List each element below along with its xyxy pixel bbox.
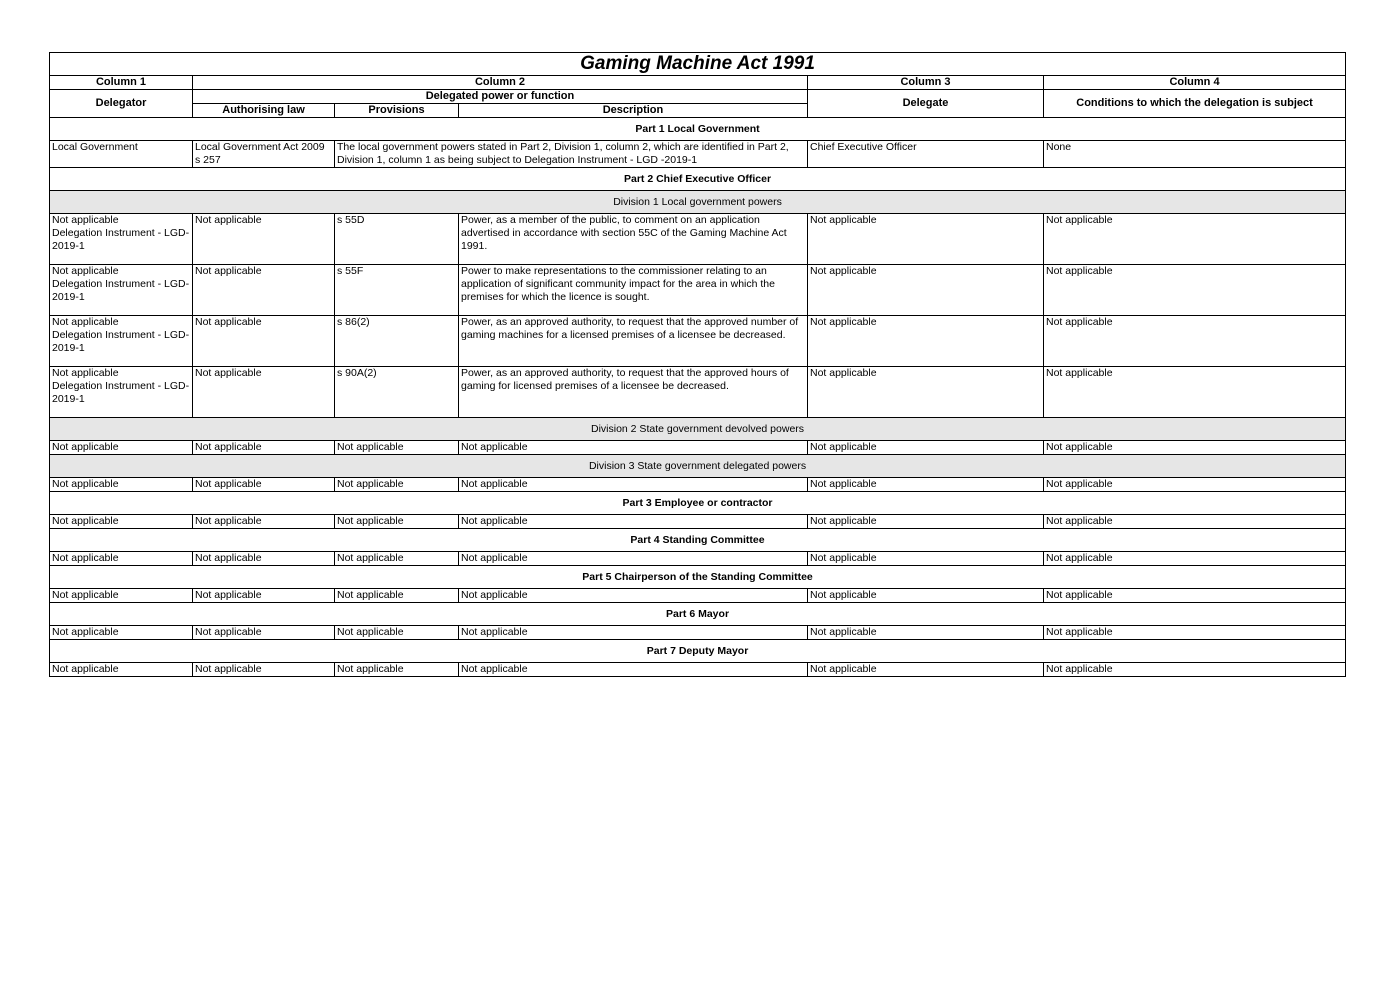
part-heading: Part 2 Chief Executive Officer	[50, 168, 1346, 191]
description-cell: Power, as an approved authority, to request that the approved number of gaming machines for a licensed premises of a licensee be decreased.	[459, 316, 808, 367]
part-heading: Part 6 Mayor	[50, 603, 1346, 626]
part6-heading-row	[50, 603, 1346, 626]
na-cell: Not applicable	[50, 663, 193, 677]
na-cell: Not applicable	[459, 552, 808, 566]
delegate-cell: Chief Executive Officer	[808, 141, 1044, 168]
header-delegate: Delegate	[808, 90, 1044, 118]
na-cell: Not applicable	[335, 663, 459, 677]
na-cell: Not applicable	[193, 552, 335, 566]
part-heading: Part 3 Employee or contractor	[50, 492, 1346, 515]
part1-heading-row	[50, 118, 1346, 141]
delegator-cell: Local Government	[50, 141, 193, 168]
delegation-table	[49, 52, 1346, 677]
table-row	[50, 515, 1346, 529]
na-cell: Not applicable	[193, 478, 335, 492]
na-cell: Not applicable	[459, 515, 808, 529]
na-cell: Not applicable	[808, 441, 1044, 455]
header-column1: Column 1	[50, 76, 193, 90]
part-heading: Part 7 Deputy Mayor	[50, 640, 1346, 663]
table-row	[50, 478, 1346, 492]
table-row	[50, 552, 1346, 566]
part-heading: Part 4 Standing Committee	[50, 529, 1346, 552]
table-row	[50, 214, 1346, 265]
na-cell: Not applicable	[1044, 626, 1346, 640]
header-column3: Column 3	[808, 76, 1044, 90]
na-cell: Not applicable	[335, 552, 459, 566]
delegator-cell: Not applicable Delegation Instrument - LGD-2019-1	[50, 265, 193, 316]
conditions-cell: Not applicable	[1044, 367, 1346, 418]
na-cell: Not applicable	[193, 441, 335, 455]
division-heading: Division 1 Local government powers	[50, 191, 1346, 214]
na-cell: Not applicable	[335, 478, 459, 492]
provision-cell: s 86(2)	[335, 316, 459, 367]
na-cell: Not applicable	[335, 515, 459, 529]
table-row	[50, 589, 1346, 603]
na-cell: Not applicable	[335, 626, 459, 640]
na-cell: Not applicable	[50, 552, 193, 566]
table-row	[50, 441, 1346, 455]
na-cell: Not applicable	[1044, 663, 1346, 677]
na-cell: Not applicable	[1044, 441, 1346, 455]
delegator-cell: Not applicable Delegation Instrument - LGD-2019-1	[50, 367, 193, 418]
header-delegated-power: Delegated power or function	[193, 90, 808, 104]
na-cell: Not applicable	[193, 663, 335, 677]
column-number-row	[50, 76, 1346, 90]
header-column4: Column 4	[1044, 76, 1346, 90]
description-cell: Power, as a member of the public, to comment on an application advertised in accordance with section 55C of the Gaming Machine Act 1991.	[459, 214, 808, 265]
na-cell: Not applicable	[808, 589, 1044, 603]
table-row	[50, 663, 1346, 677]
document-title: Gaming Machine Act 1991	[50, 53, 1346, 76]
na-cell: Not applicable	[459, 626, 808, 640]
na-cell: Not applicable	[1044, 552, 1346, 566]
provision-cell: s 55D	[335, 214, 459, 265]
division3-row	[50, 455, 1346, 478]
law-cell: Not applicable	[193, 214, 335, 265]
table-row	[50, 316, 1346, 367]
na-cell: Not applicable	[808, 478, 1044, 492]
delegate-cell: Not applicable	[808, 265, 1044, 316]
na-cell: Not applicable	[459, 663, 808, 677]
part-heading: Part 5 Chairperson of the Standing Committee	[50, 566, 1346, 589]
na-cell: Not applicable	[808, 552, 1044, 566]
na-cell: Not applicable	[808, 626, 1044, 640]
part4-heading-row	[50, 529, 1346, 552]
delegator-cell: Not applicable Delegation Instrument - LGD-2019-1	[50, 214, 193, 265]
table-row	[50, 265, 1346, 316]
provision-cell: s 55F	[335, 265, 459, 316]
header-conditions: Conditions to which the delegation is subject	[1044, 90, 1346, 118]
description-cell: Power to make representations to the commissioner relating to an application of significant community impact for the area in which the premises for which the licence is sought.	[459, 265, 808, 316]
table-row	[50, 367, 1346, 418]
na-cell: Not applicable	[459, 441, 808, 455]
division-heading: Division 3 State government delegated powers	[50, 455, 1346, 478]
law-cell: Not applicable	[193, 367, 335, 418]
description-cell: Power, as an approved authority, to request that the approved hours of gaming for licensed premises of a licensee be decreased.	[459, 367, 808, 418]
header-column2: Column 2	[193, 76, 808, 90]
delegator-cell: Not applicable Delegation Instrument - LGD-2019-1	[50, 316, 193, 367]
provision-cell: s 90A(2)	[335, 367, 459, 418]
na-cell: Not applicable	[1044, 478, 1346, 492]
delegate-cell: Not applicable	[808, 214, 1044, 265]
division2-row	[50, 418, 1346, 441]
conditions-cell: None	[1044, 141, 1346, 168]
na-cell: Not applicable	[459, 589, 808, 603]
conditions-cell: Not applicable	[1044, 265, 1346, 316]
conditions-cell: Not applicable	[1044, 316, 1346, 367]
part3-heading-row	[50, 492, 1346, 515]
na-cell: Not applicable	[1044, 515, 1346, 529]
na-cell: Not applicable	[459, 478, 808, 492]
na-cell: Not applicable	[335, 589, 459, 603]
delegate-cell: Not applicable	[808, 367, 1044, 418]
division1-row	[50, 191, 1346, 214]
na-cell: Not applicable	[1044, 589, 1346, 603]
na-cell: Not applicable	[50, 478, 193, 492]
delegate-cell: Not applicable	[808, 316, 1044, 367]
law-cell: Local Government Act 2009 s 257	[193, 141, 335, 168]
na-cell: Not applicable	[335, 441, 459, 455]
law-cell: Not applicable	[193, 265, 335, 316]
na-cell: Not applicable	[808, 663, 1044, 677]
header-authorising-law: Authorising law	[193, 104, 335, 118]
na-cell: Not applicable	[50, 626, 193, 640]
header-provisions: Provisions	[335, 104, 459, 118]
part5-heading-row	[50, 566, 1346, 589]
title-row	[50, 53, 1346, 76]
na-cell: Not applicable	[808, 515, 1044, 529]
header-row-a	[50, 90, 1346, 104]
na-cell: Not applicable	[193, 626, 335, 640]
part2-heading-row	[50, 168, 1346, 191]
na-cell: Not applicable	[50, 441, 193, 455]
part-heading: Part 1 Local Government	[50, 118, 1346, 141]
header-description: Description	[459, 104, 808, 118]
na-cell: Not applicable	[50, 515, 193, 529]
table-row	[50, 626, 1346, 640]
division-heading: Division 2 State government devolved powers	[50, 418, 1346, 441]
na-cell: Not applicable	[50, 589, 193, 603]
law-cell: Not applicable	[193, 316, 335, 367]
table-row	[50, 141, 1346, 168]
na-cell: Not applicable	[193, 515, 335, 529]
na-cell: Not applicable	[193, 589, 335, 603]
header-delegator: Delegator	[50, 90, 193, 118]
provision-description-cell: The local government powers stated in Part 2, Division 1, column 2, which are identified in Part 2, Division 1, column 1 as being subject to Delegation Instrument - LGD -2019-1	[335, 141, 808, 168]
part7-heading-row	[50, 640, 1346, 663]
conditions-cell: Not applicable	[1044, 214, 1346, 265]
